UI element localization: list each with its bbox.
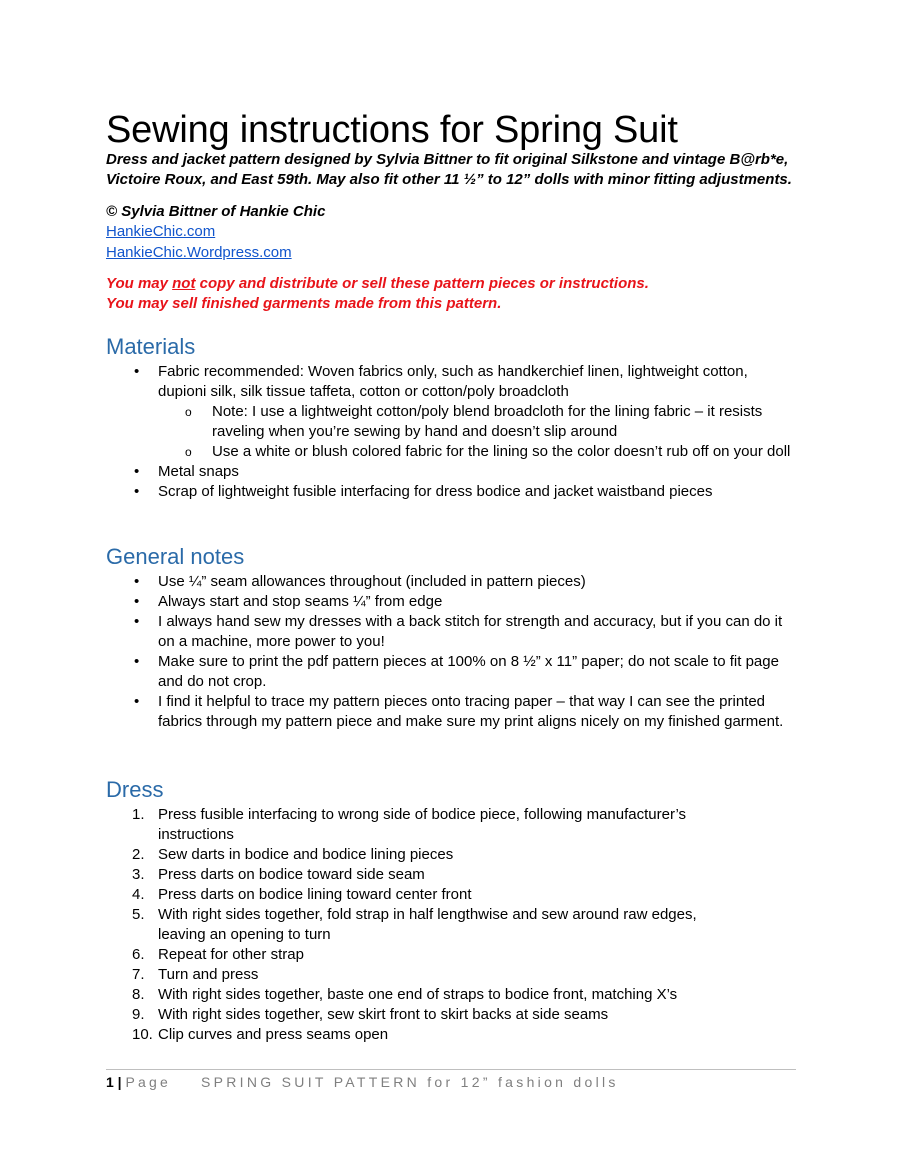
dress-steps-list	[106, 805, 746, 1045]
footer-separator: |	[113, 1074, 126, 1090]
warning-text-end: copy and distribute or sell these pattern pieces or instructions.	[195, 275, 649, 292]
copyright-line: © Sylvia Bittner of Hankie Chic	[106, 203, 326, 220]
footer-divider	[106, 1069, 796, 1070]
step-number: 3.	[132, 866, 145, 883]
fabric-sublist	[158, 402, 796, 462]
step-number: 1.	[132, 806, 145, 823]
note-text: Use ¼” seam allowances throughout (included in pattern pieces)	[158, 573, 586, 590]
general-notes-heading: General notes	[106, 544, 245, 569]
dress-heading: Dress	[106, 777, 164, 802]
hankiechic-link[interactable]: HankieChic.com	[106, 223, 216, 240]
step-text: With right sides together, sew skirt front to skirt backs at side seams	[158, 1006, 609, 1023]
step-text: Press fusible interfacing to wrong side of bodice piece, following manufacturer’s instructions	[158, 806, 687, 843]
list-item	[106, 965, 746, 985]
list-item	[158, 442, 796, 462]
page-footer	[106, 1073, 619, 1091]
list-item	[158, 402, 796, 442]
pattern-description: Dress and jacket pattern designed by Sylvia Bittner to fit original Silkstone and vintage B@rb*e, Victoire Roux, and East 59th. May also fit other 11 ½” to 12” dolls with minor fitting adjustments.	[106, 151, 792, 188]
step-text: Repeat for other strap	[158, 946, 304, 963]
interfacing-item: Scrap of lightweight fusible interfacing for dress bodice and jacket waistband pieces	[158, 483, 713, 500]
lining-color-note: Use a white or blush colored fabric for the lining so the color doesn’t rub off on your doll	[212, 443, 791, 460]
step-text: Press darts on bodice lining toward center front	[158, 886, 472, 903]
list-item	[106, 945, 746, 965]
materials-list	[106, 362, 796, 502]
page-title: Sewing instructions for Spring Suit	[106, 109, 678, 151]
step-text: With right sides together, fold strap in half lengthwise and sew around raw edges, leaving an opening to turn	[158, 906, 697, 943]
note-text: I always hand sew my dresses with a back stitch for strength and accuracy, but if you can do it on a machine, more power to you!	[158, 613, 783, 650]
list-item	[106, 885, 746, 905]
list-item	[106, 1005, 746, 1025]
list-item	[106, 652, 796, 692]
step-number: 6.	[132, 946, 145, 963]
list-item	[106, 482, 796, 502]
step-text: Turn and press	[158, 966, 259, 983]
warning-text-start: You may	[106, 275, 173, 292]
materials-heading: Materials	[106, 334, 196, 359]
list-item	[106, 362, 796, 462]
lining-note: Note: I use a lightweight cotton/poly blend broadcloth for the lining fabric – it resists raveling when you’re sewing by hand and doesn’t slip around	[212, 403, 763, 440]
list-item	[106, 592, 796, 612]
footer-title: SPRING SUIT PATTERN for 12” fashion dolls	[201, 1074, 619, 1090]
step-number: 7.	[132, 966, 145, 983]
list-item	[106, 845, 746, 865]
page-label: Page	[125, 1074, 171, 1090]
snaps-item: Metal snaps	[158, 463, 239, 480]
list-item	[106, 865, 746, 885]
step-text: Sew darts in bodice and bodice lining pieces	[158, 846, 454, 863]
step-number: 10.	[132, 1026, 153, 1043]
note-text: I find it helpful to trace my pattern pieces onto tracing paper – that way I can see the printed fabrics through my pattern piece and make sure my print aligns nicely on my finished garment.	[158, 693, 784, 730]
list-item	[106, 805, 746, 845]
step-number: 9.	[132, 1006, 145, 1023]
note-text: Always start and stop seams ¼” from edge	[158, 593, 443, 610]
step-text: With right sides together, baste one end of straps to bodice front, matching X’s	[158, 986, 678, 1003]
hankiechic-wordpress-link[interactable]: HankieChic.Wordpress.com	[106, 244, 292, 261]
fabric-recommendation: Fabric recommended: Woven fabrics only, such as handkerchief linen, lightweight cotton, dupioni silk, silk tissue taffeta, cotton or cotton/poly broadcloth	[158, 363, 748, 400]
list-item	[106, 905, 746, 945]
step-number: 8.	[132, 986, 145, 1003]
list-item	[106, 612, 796, 652]
warning-emphasis: not	[172, 275, 196, 292]
list-item	[106, 985, 746, 1005]
step-number: 2.	[132, 846, 145, 863]
list-item	[106, 692, 796, 732]
step-text: Press darts on bodice toward side seam	[158, 866, 425, 883]
sell-notice: You may sell finished garments made from this pattern.	[106, 295, 502, 312]
step-number: 4.	[132, 886, 145, 903]
note-text: Make sure to print the pdf pattern pieces at 100% on 8 ½” x 11” paper; do not scale to fit page and do not crop.	[158, 653, 779, 690]
copy-warning	[106, 274, 649, 294]
page-number: 1	[106, 1074, 114, 1090]
list-item	[106, 572, 796, 592]
list-item	[106, 1025, 746, 1045]
step-text: Clip curves and press seams open	[158, 1026, 389, 1043]
list-item	[106, 462, 796, 482]
general-notes-list	[106, 572, 796, 732]
step-number: 5.	[132, 906, 145, 923]
